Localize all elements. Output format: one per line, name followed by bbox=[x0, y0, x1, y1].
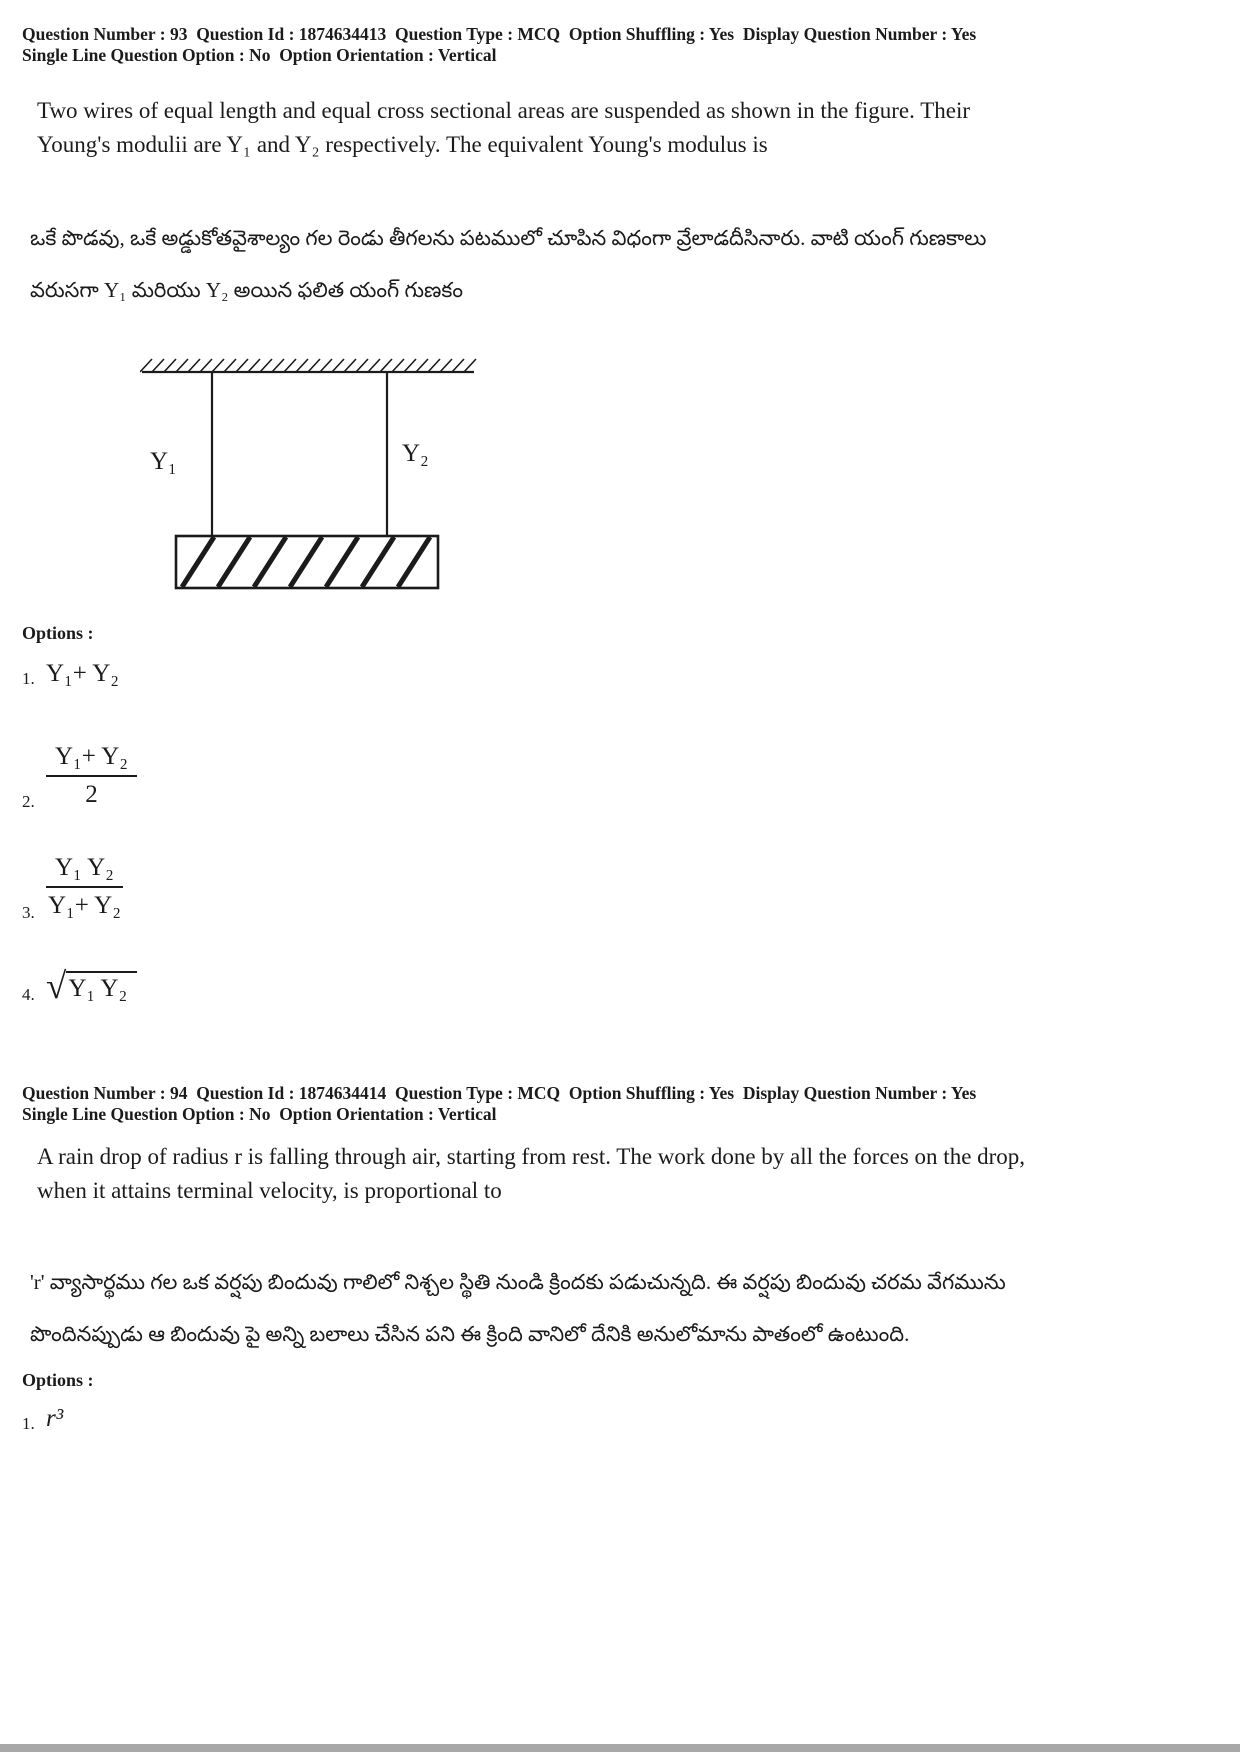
option-formula-fraction bbox=[46, 741, 137, 812]
q93-option-3 bbox=[22, 852, 1218, 923]
q94-options-heading: Options : bbox=[22, 1369, 94, 1390]
suspended-wires-diagram bbox=[140, 356, 480, 593]
question-93-meta bbox=[22, 24, 1218, 67]
question-meta-line-2: Single Line Question Option : No Option Orientation : Vertical bbox=[22, 45, 497, 66]
scan-edge-artifact bbox=[0, 1744, 1240, 1752]
fraction-denominator: Y₁+ Y₂ bbox=[47, 892, 121, 920]
q93-option-1 bbox=[22, 658, 1218, 689]
question-93-text-english: Two wires of equal length and equal cross sectional areas are suspended as shown in the figure. Their Young's modulii are Y₁ and Y₂ respectively. The equivalent Young's modulus is bbox=[37, 97, 971, 157]
question-94-block bbox=[22, 1083, 1218, 1434]
question-94-meta bbox=[22, 1083, 1218, 1126]
question-93-text-telugu: ఒకే పొడవు, ఒకే అడ్డుకోతవైశాల్యం గల రెండు తీగలను పటములో చూపిన విధంగా వ్రేలాడదీసినారు. వాటి యంగ్ గుణకాలు వరుసగా Y₁ మరియు Y₂ అయిన ఫలిత యంగ్ గుణకం bbox=[30, 225, 987, 302]
option-number: 1. bbox=[22, 668, 35, 688]
question-94-text-telugu: 'r' వ్యాసార్థము గల ఒక వర్షపు బిందువు గాలిలో నిశ్చల స్థితి నుండి క్రిందకు పడుచున్నది. ఈ వర్షపు బిందువు చరమ వేగమును పొందినప్పుడు ఆ బిందువు పై అన్ని బలాలు చేసిన పని ఈ క్రింది వానిలో దేనికి అనులోమాను పాతంలో ఉంటుంది. bbox=[30, 1269, 1006, 1346]
option-formula-sqrt bbox=[46, 965, 137, 1007]
fraction-denominator: 2 bbox=[85, 781, 98, 809]
radicand: Y₁ Y₂ bbox=[66, 971, 137, 1004]
option-number: 2. bbox=[22, 791, 35, 811]
question-meta-line-2: Single Line Question Option : No Option Orientation : Vertical bbox=[22, 1104, 497, 1125]
question-94-text-english: A rain drop of radius r is falling through air, starting from rest. The work done by all the forces on the drop, when it attains terminal velocity, is proportional to bbox=[37, 1143, 1026, 1203]
q93-options-heading: Options : bbox=[22, 622, 94, 643]
radical-sign: √ bbox=[46, 965, 67, 1007]
question-meta-line-1: Question Number : 93 Question Id : 1874634413 Question Type : MCQ Option Shuffling : Yes Display Question Number : Yes bbox=[22, 24, 977, 44]
question-93-block bbox=[22, 24, 1218, 1005]
q93-figure bbox=[140, 356, 480, 593]
ceiling-hatch bbox=[140, 359, 476, 372]
option-formula: Y₁+ Y₂ bbox=[46, 659, 119, 687]
wire-label-y1: Y₁ bbox=[150, 447, 177, 475]
option-number: 1. bbox=[22, 1413, 35, 1433]
option-number: 3. bbox=[22, 902, 35, 922]
q93-option-4 bbox=[22, 965, 1218, 1007]
fraction-numerator: Y₁ Y₂ bbox=[46, 852, 123, 889]
option-formula: r³ bbox=[46, 1404, 64, 1432]
wire-label-y2: Y₂ bbox=[402, 439, 429, 467]
q93-option-2 bbox=[22, 741, 1218, 812]
fraction-numerator: Y₁+ Y₂ bbox=[46, 741, 137, 778]
question-meta-line-1: Question Number : 94 Question Id : 1874634414 Question Type : MCQ Option Shuffling : Yes Display Question Number : Yes bbox=[22, 1082, 977, 1103]
option-number: 4. bbox=[22, 984, 35, 1004]
option-formula-fraction bbox=[46, 852, 123, 923]
q94-option-1 bbox=[22, 1403, 1218, 1434]
